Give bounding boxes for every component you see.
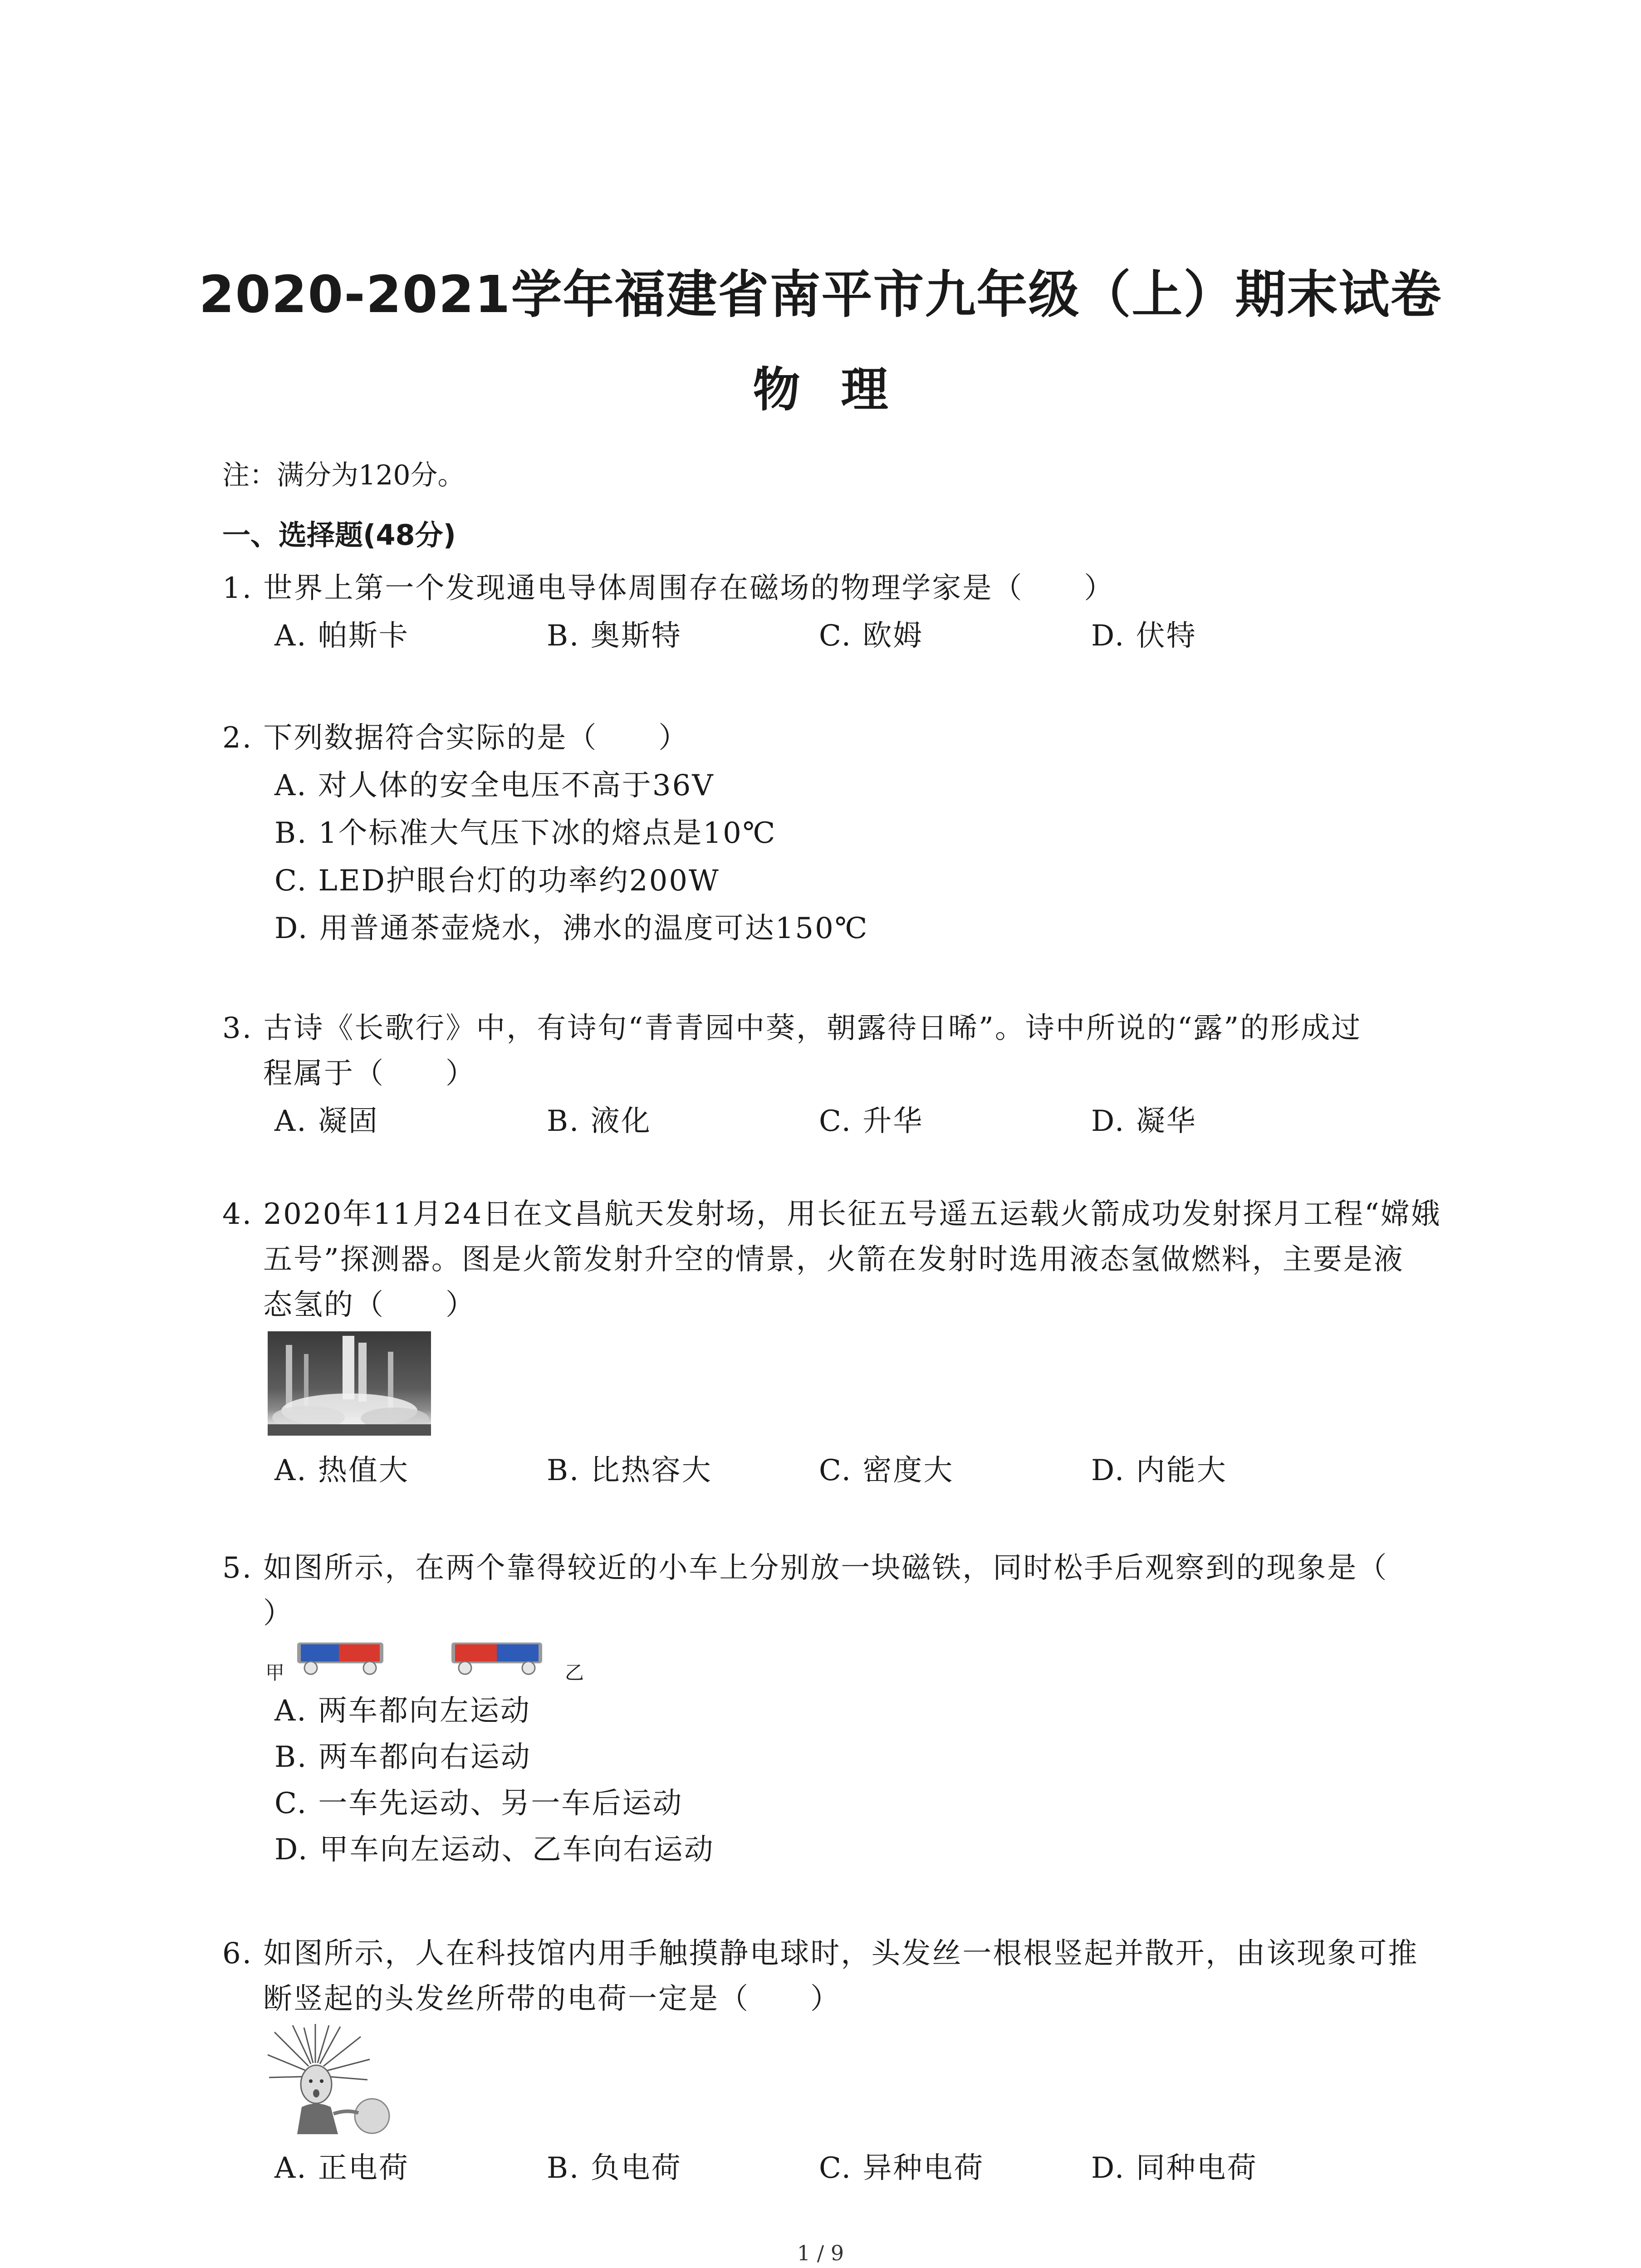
score-note: 注：满分为120分。 bbox=[222, 459, 465, 491]
question-3-option-c: C. 升华 bbox=[819, 1105, 924, 1138]
question-3-option-a: A. 凝固 bbox=[274, 1105, 379, 1138]
question-4-stem-line-2: 五号”探测器。图是火箭发射升空的情景，火箭在发射时选用液态氢做燃料，主要是液 bbox=[263, 1243, 1404, 1276]
question-4-option-a: A. 热值大 bbox=[274, 1454, 409, 1487]
question-4-stem-line-1: 4. 2020年11月24日在文昌航天发射场，用长征五号遥五运载火箭成功发射探月工程“嫦娥 bbox=[222, 1198, 1441, 1231]
page-subtitle: 物理 bbox=[753, 362, 929, 417]
rocket-launch-image bbox=[268, 1331, 431, 1436]
question-1-stem: 1. 世界上第一个发现通电导体周围存在磁场的物理学家是（ ） bbox=[222, 572, 1115, 605]
question-2-option-d: D. 用普通茶壶烧水，沸水的温度可达150℃ bbox=[274, 912, 869, 945]
question-1-option-b: B. 奥斯特 bbox=[547, 619, 682, 653]
question-4-stem-line-3: 态氢的（ ） bbox=[263, 1288, 476, 1322]
question-4-option-d: D. 内能大 bbox=[1091, 1454, 1227, 1487]
question-6-stem-line-2: 断竖起的头发丝所带的电荷一定是（ ） bbox=[263, 1982, 841, 2016]
question-6-option-d: D. 同种电荷 bbox=[1091, 2151, 1258, 2185]
static-ball-figure bbox=[265, 2023, 392, 2134]
question-3-option-d: D. 凝华 bbox=[1091, 1105, 1197, 1138]
question-1-option-d: D. 伏特 bbox=[1091, 619, 1197, 653]
question-6-option-a: A. 正电荷 bbox=[274, 2151, 409, 2185]
magnet-carts-illustration bbox=[265, 1635, 583, 1690]
magnet-carts-figure bbox=[265, 1635, 583, 1690]
question-4-option-b: B. 比热容大 bbox=[547, 1454, 712, 1487]
question-6-stem-line-1: 6. 如图所示，人在科技馆内用手触摸静电球时，头发丝一根根竖起并散开，由该现象可推 bbox=[222, 1937, 1419, 1970]
question-1-option-a: A. 帕斯卡 bbox=[274, 619, 409, 653]
question-3-stem-line-2: 程属于（ ） bbox=[263, 1057, 476, 1090]
question-5-stem-line-1: 5. 如图所示，在两个靠得较近的小车上分别放一块磁铁，同时松手后观察到的现象是（ bbox=[222, 1551, 1388, 1585]
cart-label-left: 甲 bbox=[265, 1662, 285, 1684]
left-cart bbox=[297, 1642, 383, 1674]
right-cart bbox=[451, 1642, 542, 1674]
question-1-option-c: C. 欧姆 bbox=[819, 619, 924, 653]
question-2-option-b: B. 1个标准大气压下冰的熔点是10℃ bbox=[274, 816, 777, 850]
question-5-option-d: D. 甲车向左运动、乙车向右运动 bbox=[274, 1833, 715, 1867]
question-5-option-b: B. 两车都向右运动 bbox=[274, 1740, 531, 1774]
question-5-option-c: C. 一车先运动、另一车后运动 bbox=[274, 1787, 683, 1820]
question-3-option-b: B. 液化 bbox=[547, 1105, 652, 1138]
question-4-option-c: C. 密度大 bbox=[819, 1454, 954, 1487]
question-6-option-b: B. 负电荷 bbox=[547, 2151, 682, 2185]
rocket-launch-illustration bbox=[268, 1331, 431, 1436]
cart-label-right: 乙 bbox=[565, 1662, 584, 1684]
question-2-stem: 2. 下列数据符合实际的是（ ） bbox=[222, 721, 689, 755]
question-5-stem-line-2: ） bbox=[263, 1597, 294, 1630]
question-3-stem-line-1: 3. 古诗《长歌行》中，有诗句“青青园中葵，朝露待日晞”。诗中所说的“露”的形成过 bbox=[222, 1012, 1362, 1045]
section-heading: 一、选择题(48分) bbox=[222, 518, 456, 552]
static-hair-illustration bbox=[265, 2023, 392, 2134]
page-number: 1 / 9 bbox=[797, 2241, 844, 2265]
question-2-option-c: C. LED护眼台灯的功率约200W bbox=[274, 864, 720, 898]
page-title: 2020-2021学年福建省南平市九年级（上）期末试卷 bbox=[199, 265, 1442, 324]
question-2-option-a: A. 对人体的安全电压不高于36V bbox=[274, 769, 715, 802]
question-6-option-c: C. 异种电荷 bbox=[819, 2151, 985, 2185]
question-5-option-a: A. 两车都向左运动 bbox=[274, 1694, 531, 1728]
